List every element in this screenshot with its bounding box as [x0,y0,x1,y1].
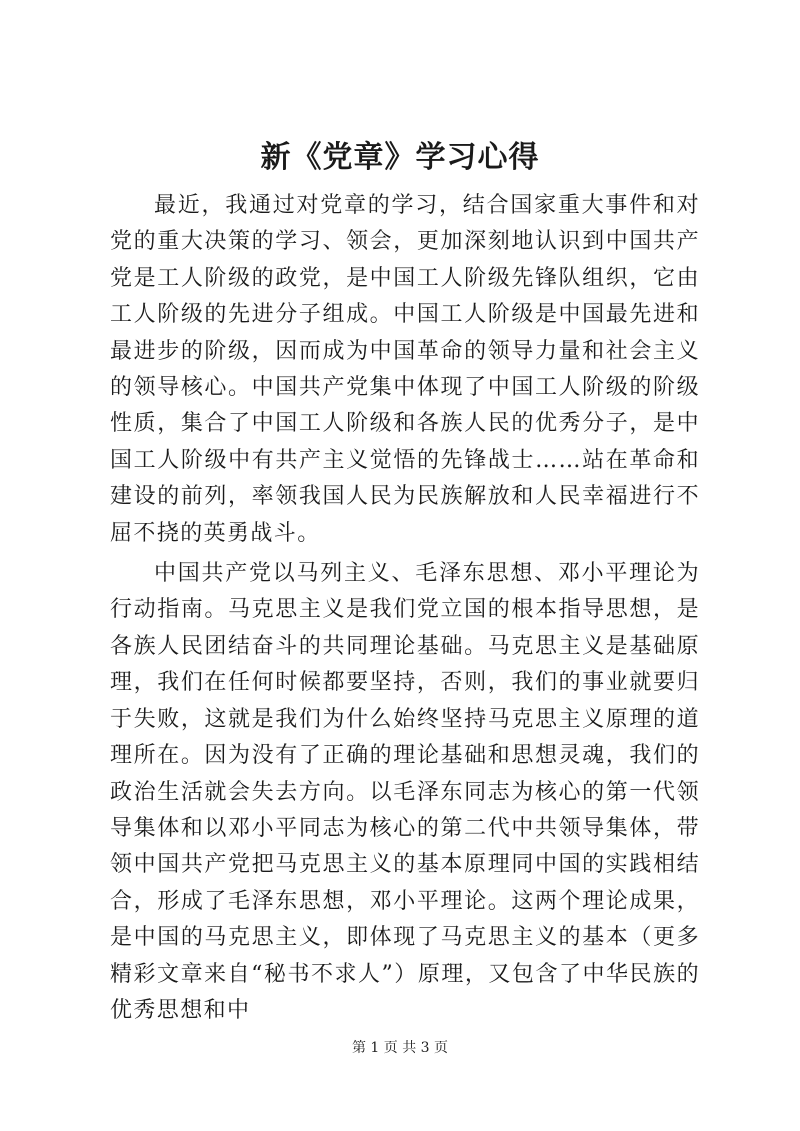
document-body [110,188,700,1033]
document-title: 新《党章》学习心得 [260,140,540,175]
paragraph-1: 最近，我通过对党章的学习，结合国家重大事件和对党的重大决策的学习、领会，更加深刻地认识到中国共产党是工人阶级的政党，是中国工人阶级先锋队组织，它由工人阶级的先进分子组成。中国工人阶级是中国最先进和最进步的阶级，因而成为中国革命的领导力量和社会主义的领导核心。中国共产党集中体现了中国工人阶级的阶级性质，集合了中国工人阶级和各族人民的优秀分子，是中国工人阶级中有共产主义觉悟的先锋战士……站在革命和建设的前列，率领我国人民为民族解放和人民幸福进行不屈不挠的英勇战斗。 [110,193,700,546]
paragraph-2: 中国共产党以马列主义、毛泽东思想、邓小平理论为行动指南。马克思主义是我们党立国的根本指导思想，是各族人民团结奋斗的共同理论基础。马克思主义是基础原理，我们在任何时候都要坚持，否则，我们的事业就要归于失败，这就是我们为什么始终坚持马克思主义原理的道理所在。因为没有了正确的理论基础和思想灵魂，我们的政治生活就会失去方向。以毛泽东同志为核心的第一代领导集体和以邓小平同志为核心的第二代中共领导集体，带领中国共产党把马克思主义的基本原理同中国的实践相结合，形成了毛泽东思想，邓小平理论。这两个理论成果，是中国的马克思主义，即体现了马克思主义的基本（更多精彩文章来自“秘书不求人”）原理，又包含了中华民族的优秀思想和中 [110,561,700,1023]
page-footer: 第 1 页 共 3 页 [351,1040,449,1056]
